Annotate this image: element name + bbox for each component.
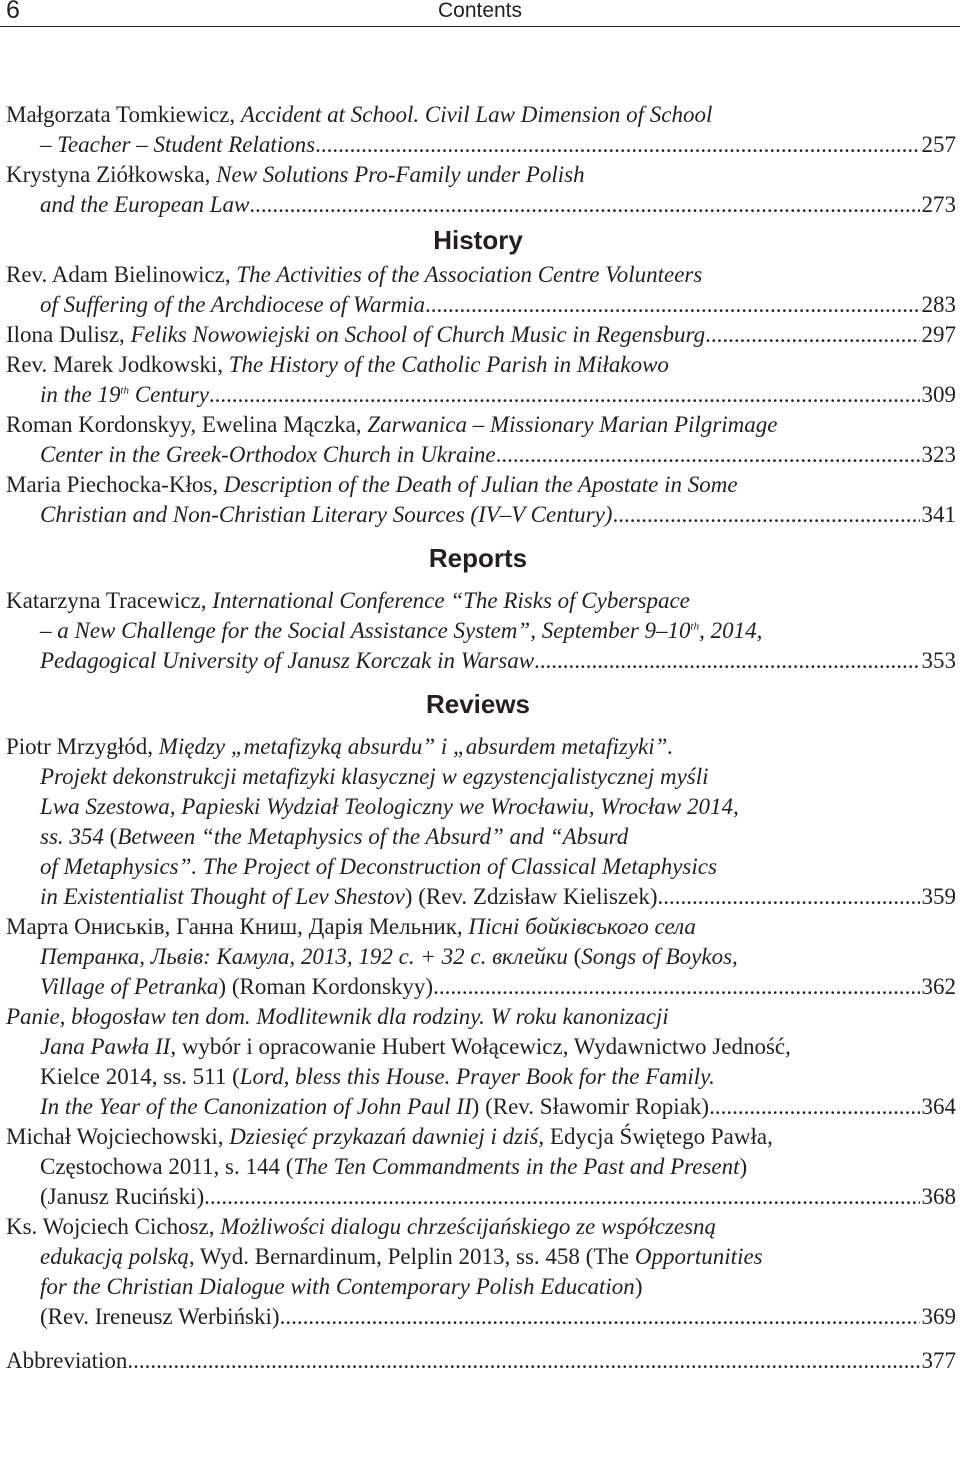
dot-leader xyxy=(657,882,919,912)
toc-page-number: 297 xyxy=(921,322,956,347)
text-run: Częstochowa 2011, s. 144 ( xyxy=(40,1154,294,1179)
dot-leader xyxy=(204,1182,919,1212)
text-run: – xyxy=(40,132,58,157)
toc-entry[interactable] xyxy=(6,320,956,350)
text-run: ( xyxy=(567,944,582,969)
toc-entry-line xyxy=(6,1272,956,1302)
toc-entry-line xyxy=(6,380,956,410)
text-run: Pedagogical University of Janusz Korczak in Warsaw xyxy=(40,648,535,673)
text-run: Dziesięć przykazań dawniej i dziś, xyxy=(229,1124,550,1149)
toc-entry-line xyxy=(6,290,956,320)
toc-entry[interactable] xyxy=(6,586,956,676)
text-run: Between “the Metaphysics of the Absurd” and “Absurd xyxy=(117,824,629,849)
toc-entry-line xyxy=(6,1062,956,1092)
toc-entry-line xyxy=(6,1346,956,1376)
text-run: ss. 354 xyxy=(40,824,110,849)
text-run: Projekt dekonstrukcji metafizyki klasycznej w egzystencjalistycznej myśli xyxy=(40,764,709,789)
toc-group-law xyxy=(6,100,956,220)
dot-leader xyxy=(496,440,920,470)
toc-group-abbreviation xyxy=(6,1346,956,1376)
toc-page-number: 257 xyxy=(921,132,956,157)
text-run: Description of the Death of Julian the Apostate in Some xyxy=(223,472,738,497)
toc-page-number: 368 xyxy=(921,1184,956,1209)
dot-leader xyxy=(249,190,919,220)
toc-group-history xyxy=(6,260,956,530)
toc-entry-line xyxy=(6,822,956,852)
dot-leader xyxy=(705,320,919,350)
text-run: Christian and Non-Christian Literary Sources (IV–V Century) xyxy=(40,502,613,527)
toc-entry-line xyxy=(6,1032,956,1062)
text-run: ) (Rev. Sławomir Ropiak) xyxy=(471,1094,710,1119)
toc-entry-line xyxy=(6,260,956,290)
text-run: of Suffering of the Archdiocese of Warmia xyxy=(40,292,426,317)
text-run: , wybór i opracowanie Hubert Wołącewicz, Wydawnictwo Jedność, xyxy=(170,1034,791,1059)
text-run: Songs of Boykos, xyxy=(581,944,738,969)
toc-entry[interactable] xyxy=(6,1002,956,1122)
running-header xyxy=(0,0,960,27)
toc-page-number: 362 xyxy=(921,974,956,999)
toc-entry-line xyxy=(6,350,956,380)
page-number: 6 xyxy=(6,0,20,24)
toc-entry-line xyxy=(6,190,956,220)
toc-entry[interactable] xyxy=(6,1212,956,1332)
toc-page-number: 364 xyxy=(921,1094,956,1119)
text-run: The Activities of the Association Centre Volunteers xyxy=(236,262,703,287)
toc-entry-line xyxy=(6,942,956,972)
text-run: , Wyd. Bernardinum, Pelplin 2013, ss. 458 (The xyxy=(188,1244,635,1269)
text-run: Rev. Adam Bielinowicz, xyxy=(6,262,237,287)
text-run: ) xyxy=(739,1154,748,1179)
text-run: in Existentialist Thought of Lev Shestov xyxy=(40,884,405,909)
toc-entry-line xyxy=(6,1302,956,1332)
text-run: Петранка, Львів: Камула, 2013, 192 с. + 32 с. вклейки xyxy=(40,944,568,969)
text-run: , 2014, xyxy=(699,618,763,643)
toc-entry-line xyxy=(6,160,956,190)
text-run: Ilona Dulisz, xyxy=(6,322,131,347)
text-run: Roman Kordonskyy, Ewelina Mączka, xyxy=(6,412,368,437)
text-run: Пісні бойківського села xyxy=(468,914,696,939)
section-heading-reviews: Reviews xyxy=(425,689,531,719)
toc-entry[interactable] xyxy=(6,470,956,530)
section-heading-reports: Reports xyxy=(428,543,528,573)
running-title: Contents xyxy=(437,0,523,22)
toc-entry-line xyxy=(6,440,956,470)
dot-leader xyxy=(433,972,919,1002)
text-run: Edycja Świętego Pawła, xyxy=(549,1124,773,1149)
text-run: In the Year of the Canonization of John Paul II xyxy=(40,1094,472,1119)
text-run: Opportunities xyxy=(634,1244,763,1269)
toc-entry[interactable] xyxy=(6,350,956,410)
toc-page-number: 359 xyxy=(921,884,956,909)
text-run: Krystyna Ziółkowska, xyxy=(6,162,217,187)
toc-entry-line xyxy=(6,586,956,616)
text-run: Ks. Wojciech Cichosz, xyxy=(6,1214,221,1239)
text-run: Jana Pawła II xyxy=(40,1034,171,1059)
dot-leader xyxy=(709,1092,919,1122)
toc-entry-line xyxy=(6,1212,956,1242)
toc-entry[interactable] xyxy=(6,160,956,220)
toc-entry-line xyxy=(6,100,956,130)
dot-leader xyxy=(534,646,919,676)
text-run: ) xyxy=(634,1274,643,1299)
text-run: ( xyxy=(109,824,118,849)
toc-entry-line xyxy=(6,852,956,882)
text-run: Марта Ониськів, Ганна Книш, Дарія Мельник, xyxy=(6,914,469,939)
text-run: Abbreviation xyxy=(6,1348,128,1373)
toc-entry[interactable] xyxy=(6,260,956,320)
text-run: Teacher – Student Relations xyxy=(57,132,316,157)
text-run: The History of the Catholic Parish in Miłakowo xyxy=(228,352,669,377)
toc-page-number: 323 xyxy=(921,442,956,467)
text-run: Lwa Szestowa, Papieski Wydział Teologiczny we Wrocławiu, Wrocław 2014, xyxy=(40,794,739,819)
text-run: (Janusz Ruciński) xyxy=(40,1184,205,1209)
toc-entry-line xyxy=(6,732,956,762)
toc-entry-line xyxy=(6,882,956,912)
toc-page-number: 283 xyxy=(921,292,956,317)
text-run: Panie, błogosław ten dom. Modlitewnik dla rodziny. W roku kanonizacji xyxy=(6,1004,669,1029)
text-run: Możliwości dialogu chrześcijańskiego ze współczesną xyxy=(220,1214,717,1239)
toc-entry[interactable] xyxy=(6,410,956,470)
toc-entry-line xyxy=(6,410,956,440)
toc-entry-line xyxy=(6,762,956,792)
toc-page-number: 341 xyxy=(921,502,956,527)
text-run: Century xyxy=(129,382,209,407)
toc-entry-line xyxy=(6,1092,956,1122)
toc-page-number: 309 xyxy=(921,382,956,407)
toc-entry[interactable] xyxy=(6,732,956,912)
text-run: Rev. Marek Jodkowski, xyxy=(6,352,229,377)
toc-entry-line xyxy=(6,1002,956,1032)
toc-entry-line xyxy=(6,320,956,350)
toc-group-reports xyxy=(6,586,956,676)
text-run: International Conference “The Risks of Cyberspace xyxy=(212,588,690,613)
text-run: Accident at School. Civil Law Dimension of School xyxy=(240,102,713,127)
text-run: Katarzyna Tracewicz, xyxy=(6,588,213,613)
toc-entry-line xyxy=(6,1182,956,1212)
toc-entry[interactable] xyxy=(6,100,956,160)
toc-entry-line xyxy=(6,470,956,500)
text-run: Piotr Mrzygłód, xyxy=(6,734,159,759)
text-run: for the Christian Dialogue with Contemporary Polish Education xyxy=(40,1274,635,1299)
toc-page-number: 377 xyxy=(921,1348,956,1373)
toc-entry-line xyxy=(6,130,956,160)
toc-entry-line xyxy=(6,1242,956,1272)
dot-leader xyxy=(127,1346,919,1376)
text-run: Małgorzata Tomkiewicz, xyxy=(6,102,241,127)
text-run: Village of Petranka xyxy=(40,974,219,999)
toc-page-number: 353 xyxy=(921,648,956,673)
text-run: – a New Challenge for the Social Assistance System”, September 9–10 xyxy=(40,618,691,643)
text-run: Między „metafizyką absurdu” i „absurdem metafizyki”. xyxy=(158,734,674,759)
dot-leader xyxy=(425,290,919,320)
toc-entry-line xyxy=(6,646,956,676)
toc-entry[interactable] xyxy=(6,912,956,1002)
text-run: Kielce 2014, ss. 511 ( xyxy=(40,1064,240,1089)
toc-page-number: 369 xyxy=(921,1304,956,1329)
toc-entry-line xyxy=(6,616,956,646)
text-run: Michał Wojciechowski, xyxy=(6,1124,230,1149)
text-run: Maria Piechocka-Kłos, xyxy=(6,472,224,497)
text-run: Lord, bless this House. Prayer Book for the Family. xyxy=(239,1064,715,1089)
toc-entry-line xyxy=(6,500,956,530)
table-of-contents xyxy=(6,100,956,1376)
toc-group-reviews xyxy=(6,732,956,1332)
dot-leader xyxy=(209,380,920,410)
text-run: The Ten Commandments in the Past and Present xyxy=(293,1154,740,1179)
text-run: in the 19 xyxy=(40,382,121,407)
toc-entry-line xyxy=(6,792,956,822)
text-run: ) (Rev. Zdzisław Kieliszek) xyxy=(404,884,658,909)
text-run: th xyxy=(690,620,700,633)
text-run: ) (Roman Kordonskyy) xyxy=(218,974,434,999)
toc-page-number: 273 xyxy=(921,192,956,217)
text-run: edukacją polską xyxy=(40,1244,189,1269)
dot-leader xyxy=(280,1302,920,1332)
text-run: Feliks Nowowiejski on School of Church Music in Regensburg xyxy=(130,322,706,347)
text-run: Center in the Greek-Orthodox Church in Ukraine xyxy=(40,442,496,467)
toc-entry[interactable] xyxy=(6,1122,956,1212)
toc-entry-line xyxy=(6,912,956,942)
text-run: New Solutions Pro-Family under Polish xyxy=(216,162,585,187)
dot-leader xyxy=(315,130,919,160)
toc-entry[interactable] xyxy=(6,1346,956,1376)
text-run: Zarwanica – Missionary Marian Pilgrimage xyxy=(367,412,778,437)
toc-entry-line xyxy=(6,1152,956,1182)
toc-entry-line xyxy=(6,972,956,1002)
dot-leader xyxy=(612,500,919,530)
toc-entry-line xyxy=(6,1122,956,1152)
text-run: (Rev. Ireneusz Werbiński) xyxy=(40,1304,280,1329)
text-run: of Metaphysics”. The Project of Deconstruction of Classical Metaphysics xyxy=(40,854,717,879)
text-run: th xyxy=(120,384,130,397)
section-heading-history: History xyxy=(433,225,523,255)
text-run: and the European Law xyxy=(40,192,250,217)
